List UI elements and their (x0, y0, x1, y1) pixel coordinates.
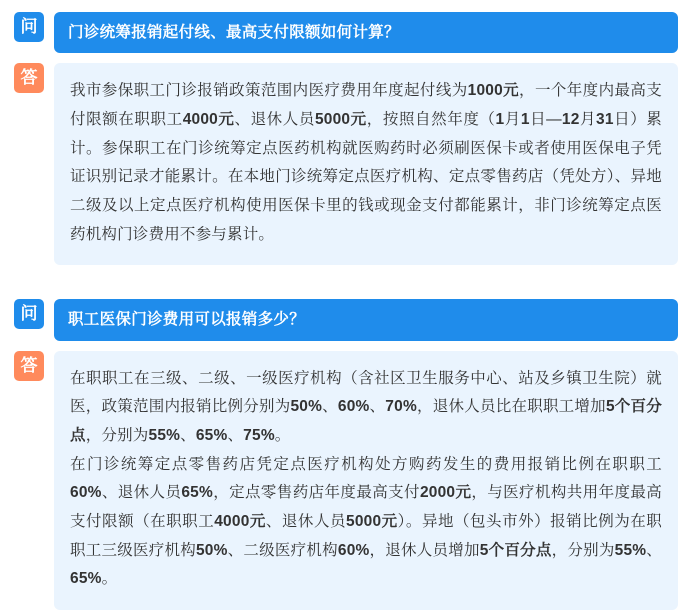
question-text: 门诊统筹报销起付线、最高支付限额如何计算？ (54, 12, 678, 53)
answer-paragraph: 在门诊统筹定点零售药店凭定点医疗机构处方购药发生的费用报销比例在职职工60%、退休人员65%，定点零售药店年度最高支付2000元，与医疗机构共用年度最高支付限额（在职职工4000元、退休人员5000元）。异地（包头市外）报销比例为在职职工三级医疗机构50%、二级医疗机构60%，退休人员增加5个百分点，分别为55%、65%。 (70, 455, 662, 588)
question-text: 职工医保门诊费用可以报销多少？ (54, 299, 678, 340)
answer-body (54, 351, 678, 610)
question-tag: 问 (14, 299, 44, 329)
answer-tag: 答 (14, 63, 44, 93)
question-row (0, 287, 692, 340)
section-spacer (0, 265, 692, 287)
answer-paragraph: 在职职工在三级、二级、一级医疗机构（含社区卫生服务中心、站及乡镇卫生院）就医，政策范围内报销比例分别为50%、60%、70%，退休人员比在职职工增加5个百分点，分别为55%、65%、75%。 (70, 369, 662, 444)
answer-body (54, 63, 678, 265)
question-row (0, 0, 692, 53)
qa-item-2 (0, 287, 692, 610)
question-tag: 问 (14, 12, 44, 42)
qa-item-1 (0, 0, 692, 265)
answer-row (0, 341, 692, 610)
answer-row (0, 53, 692, 265)
answer-tag: 答 (14, 351, 44, 381)
answer-paragraph: 我市参保职工门诊报销政策范围内医疗费用年度起付线为1000元，一个年度内最高支付限额在职职工4000元、退休人员5000元，按照自然年度（1月1日—12月31日）累计。参保职工在门诊统筹定点医药机构就医购药时必须刷医保卡或者使用医保电子凭证识别记录才能累计。在本地门诊统筹定点医疗机构、定点零售药店（凭处方）、异地二级及以上定点医疗机构使用医保卡里的钱或现金支付都能累计，非门诊统筹定点医药机构门诊费用不参与累计。 (70, 82, 662, 243)
